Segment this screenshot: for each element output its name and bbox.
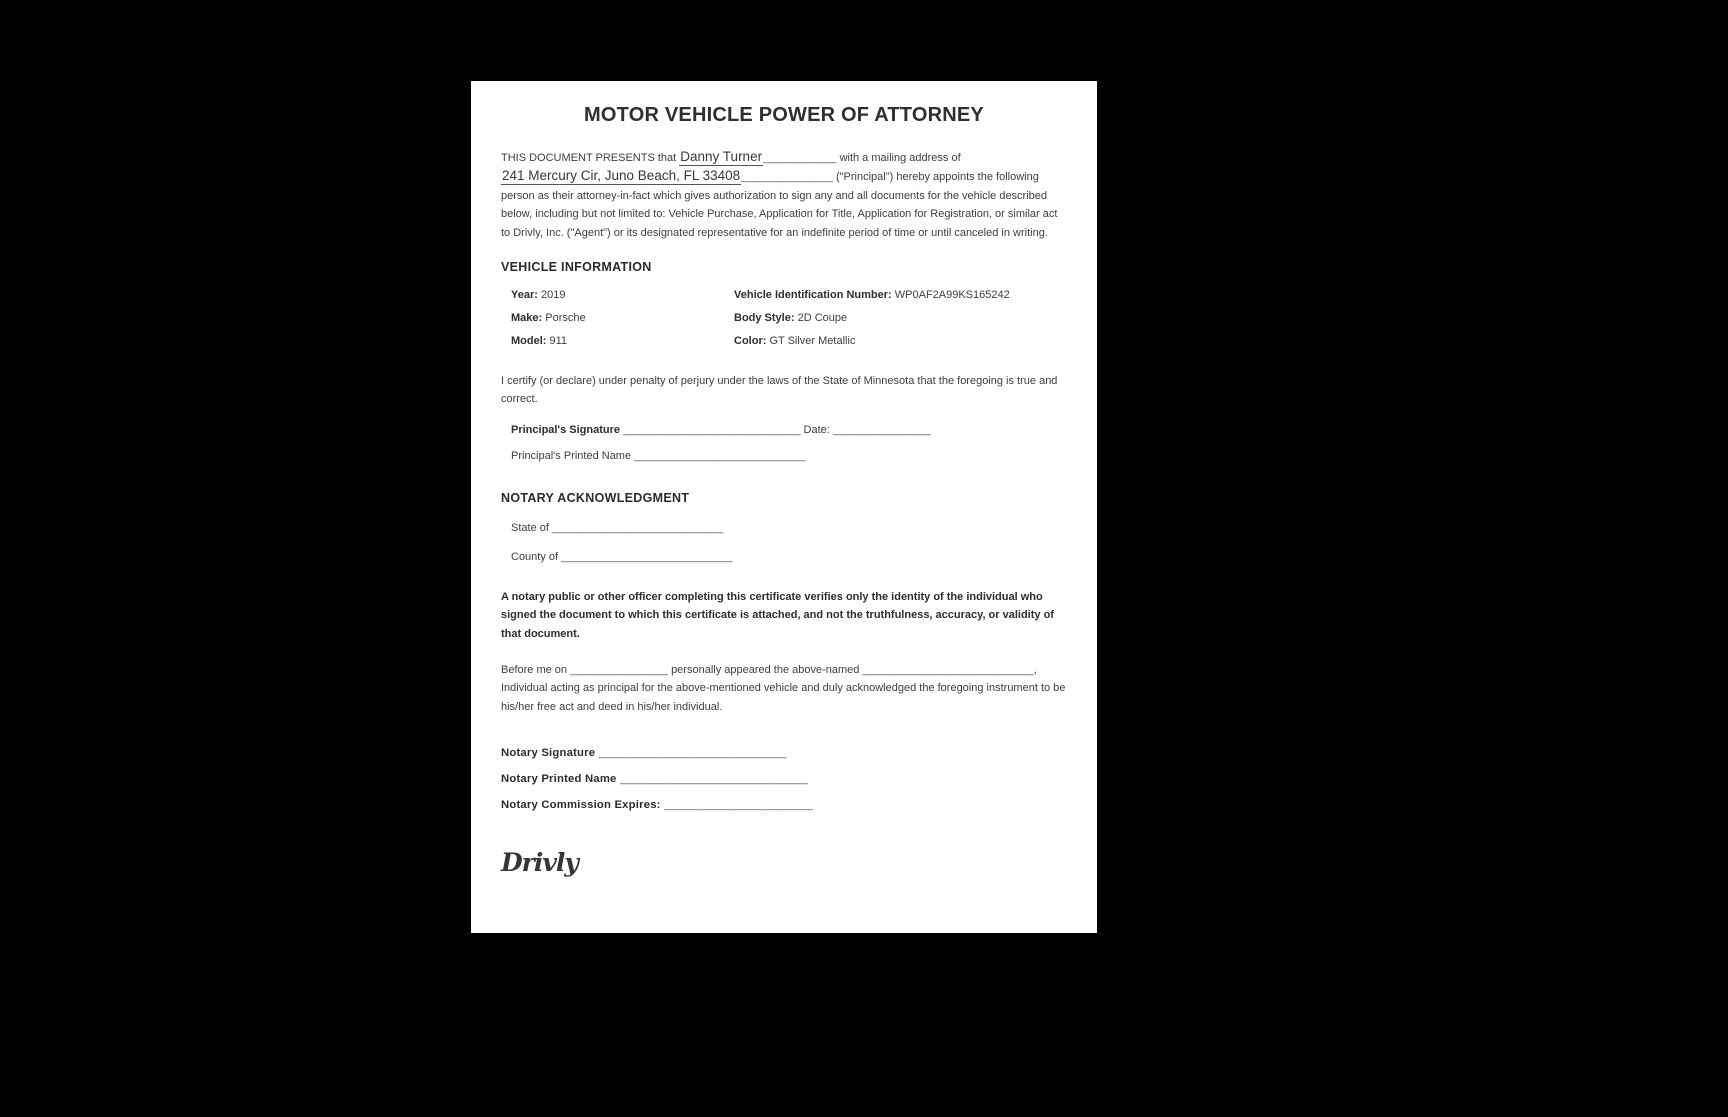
vehicle-row-model-color [511,334,1067,348]
date-label: Date: [803,423,830,436]
principal-name-field [679,149,837,164]
certification-paragraph: I certify (or declare) under penalty of perjury under the laws of the State of Minnesota that the foregoing is true and correct. [501,375,1058,406]
state-of-row [511,521,1067,535]
appearance-date-blank: ________________ [570,664,668,677]
principal-name-blank: ____________ [763,152,837,164]
county-of-row [511,550,1067,564]
notary-appearance-paragraph [501,661,1067,716]
bodystyle-label: Body Style: [734,312,795,325]
before-me-text: Before me on [501,664,568,677]
vehicle-information-grid [511,288,1067,348]
appearance-name-blank: ____________________________ [862,664,1034,677]
principal-printed-name-blank: ____________________________ [634,449,806,462]
model-value: 911 [549,335,568,348]
notary-signature-block [501,746,1067,812]
year-value: 2019 [540,289,566,302]
vehicle-field-color [734,334,1067,348]
vehicle-field-bodystyle [734,311,1067,325]
principal-address-field [501,168,833,184]
principal-name-value: Danny Turner [680,149,763,164]
vin-value: WP0AF2A99KS165242 [894,289,1010,302]
vin-label: Vehicle Identification Number: [734,289,892,302]
principal-signature-blank: _____________________________ [623,423,801,436]
principal-signature-row [511,423,1067,437]
date-blank: ________________ [832,423,931,436]
vehicle-field-year [511,288,734,302]
page-title: MOTOR VEHICLE POWER OF ATTORNEY [584,104,984,126]
vehicle-information-heading: VEHICLE INFORMATION [501,260,652,275]
appearance-name-field [862,664,1036,676]
notary-printed-name-label: Notary Printed Name [501,773,617,786]
principal-address-value: 241 Mercury Cir, Juno Beach, FL 33408 [502,168,741,184]
notary-printed-name-blank: _____________________________ [619,773,808,786]
notary-commission-row [501,798,1067,812]
state-of-blank: ____________________________ [551,521,724,534]
color-value: GT Silver Metallic [769,335,856,348]
state-of-label: State of [511,521,549,534]
color-label: Color: [734,335,767,348]
notary-printed-name-row [501,772,1067,786]
principal-printed-name-label: Principal's Printed Name [511,449,632,462]
notary-commission-blank: _______________________ [663,799,814,812]
principal-printed-name-row [511,449,1067,463]
vehicle-field-vin [734,288,1067,302]
vehicle-field-make [511,311,734,325]
vehicle-field-model [511,334,734,348]
notary-signature-label: Notary Signature [501,747,596,760]
notary-disclaimer-paragraph: A notary public or other officer completing this certificate verifies only the identity of the individual who signed the document to which this certificate is attached, and not the truthfulness, accuracy, or validity of that document. [501,590,1054,640]
principal-signature-label: Principal's Signature [511,423,620,436]
appearance-comma: , [1033,664,1037,677]
intro-lead: THIS DOCUMENT PRESENTS that [501,152,677,164]
year-label: Year: [511,289,538,302]
document-page [471,81,1097,933]
make-label: Make: [511,312,543,325]
principal-address-blank: _______________ [741,171,833,184]
drivly-logo: Drivly [501,848,578,878]
intro-after-name: with a mailing address of [839,152,961,164]
appearance-rest-text: Individual acting as principal for the above-mentioned vehicle and duly acknowledged the foregoing instrument to be his/her free act and deed in his/her individual. [501,682,1066,713]
vehicle-row-year-vin [511,288,1067,302]
county-of-label: County of [511,550,559,563]
notary-acknowledgment-heading: NOTARY ACKNOWLEDGMENT [501,490,690,505]
appearance-middle-text: personally appeared the above-named [671,664,860,677]
notary-commission-label: Notary Commission Expires: [501,799,661,812]
bodystyle-value: 2D Coupe [797,312,848,325]
intro-paragraph [501,148,1067,242]
model-label: Model: [511,335,547,348]
notary-signature-blank: _____________________________ [598,747,787,760]
make-value: Porsche [545,312,586,325]
intro-after-address: ("Principal") hereby appoints the following person as their attorney-in-fact which gives authorization to sign any and all documents for the vehicle described below, including but not limited to: Vehicle Purchase, Application for Title, Application for Registration, or similar act to Drivly, Inc. ("Agent") or its designated representative for an indefinite period of time or until canceled in writing. [501,171,1058,239]
notary-signature-row [501,746,1067,760]
vehicle-row-make-bodystyle [511,311,1067,325]
county-of-blank: ____________________________ [561,550,733,563]
